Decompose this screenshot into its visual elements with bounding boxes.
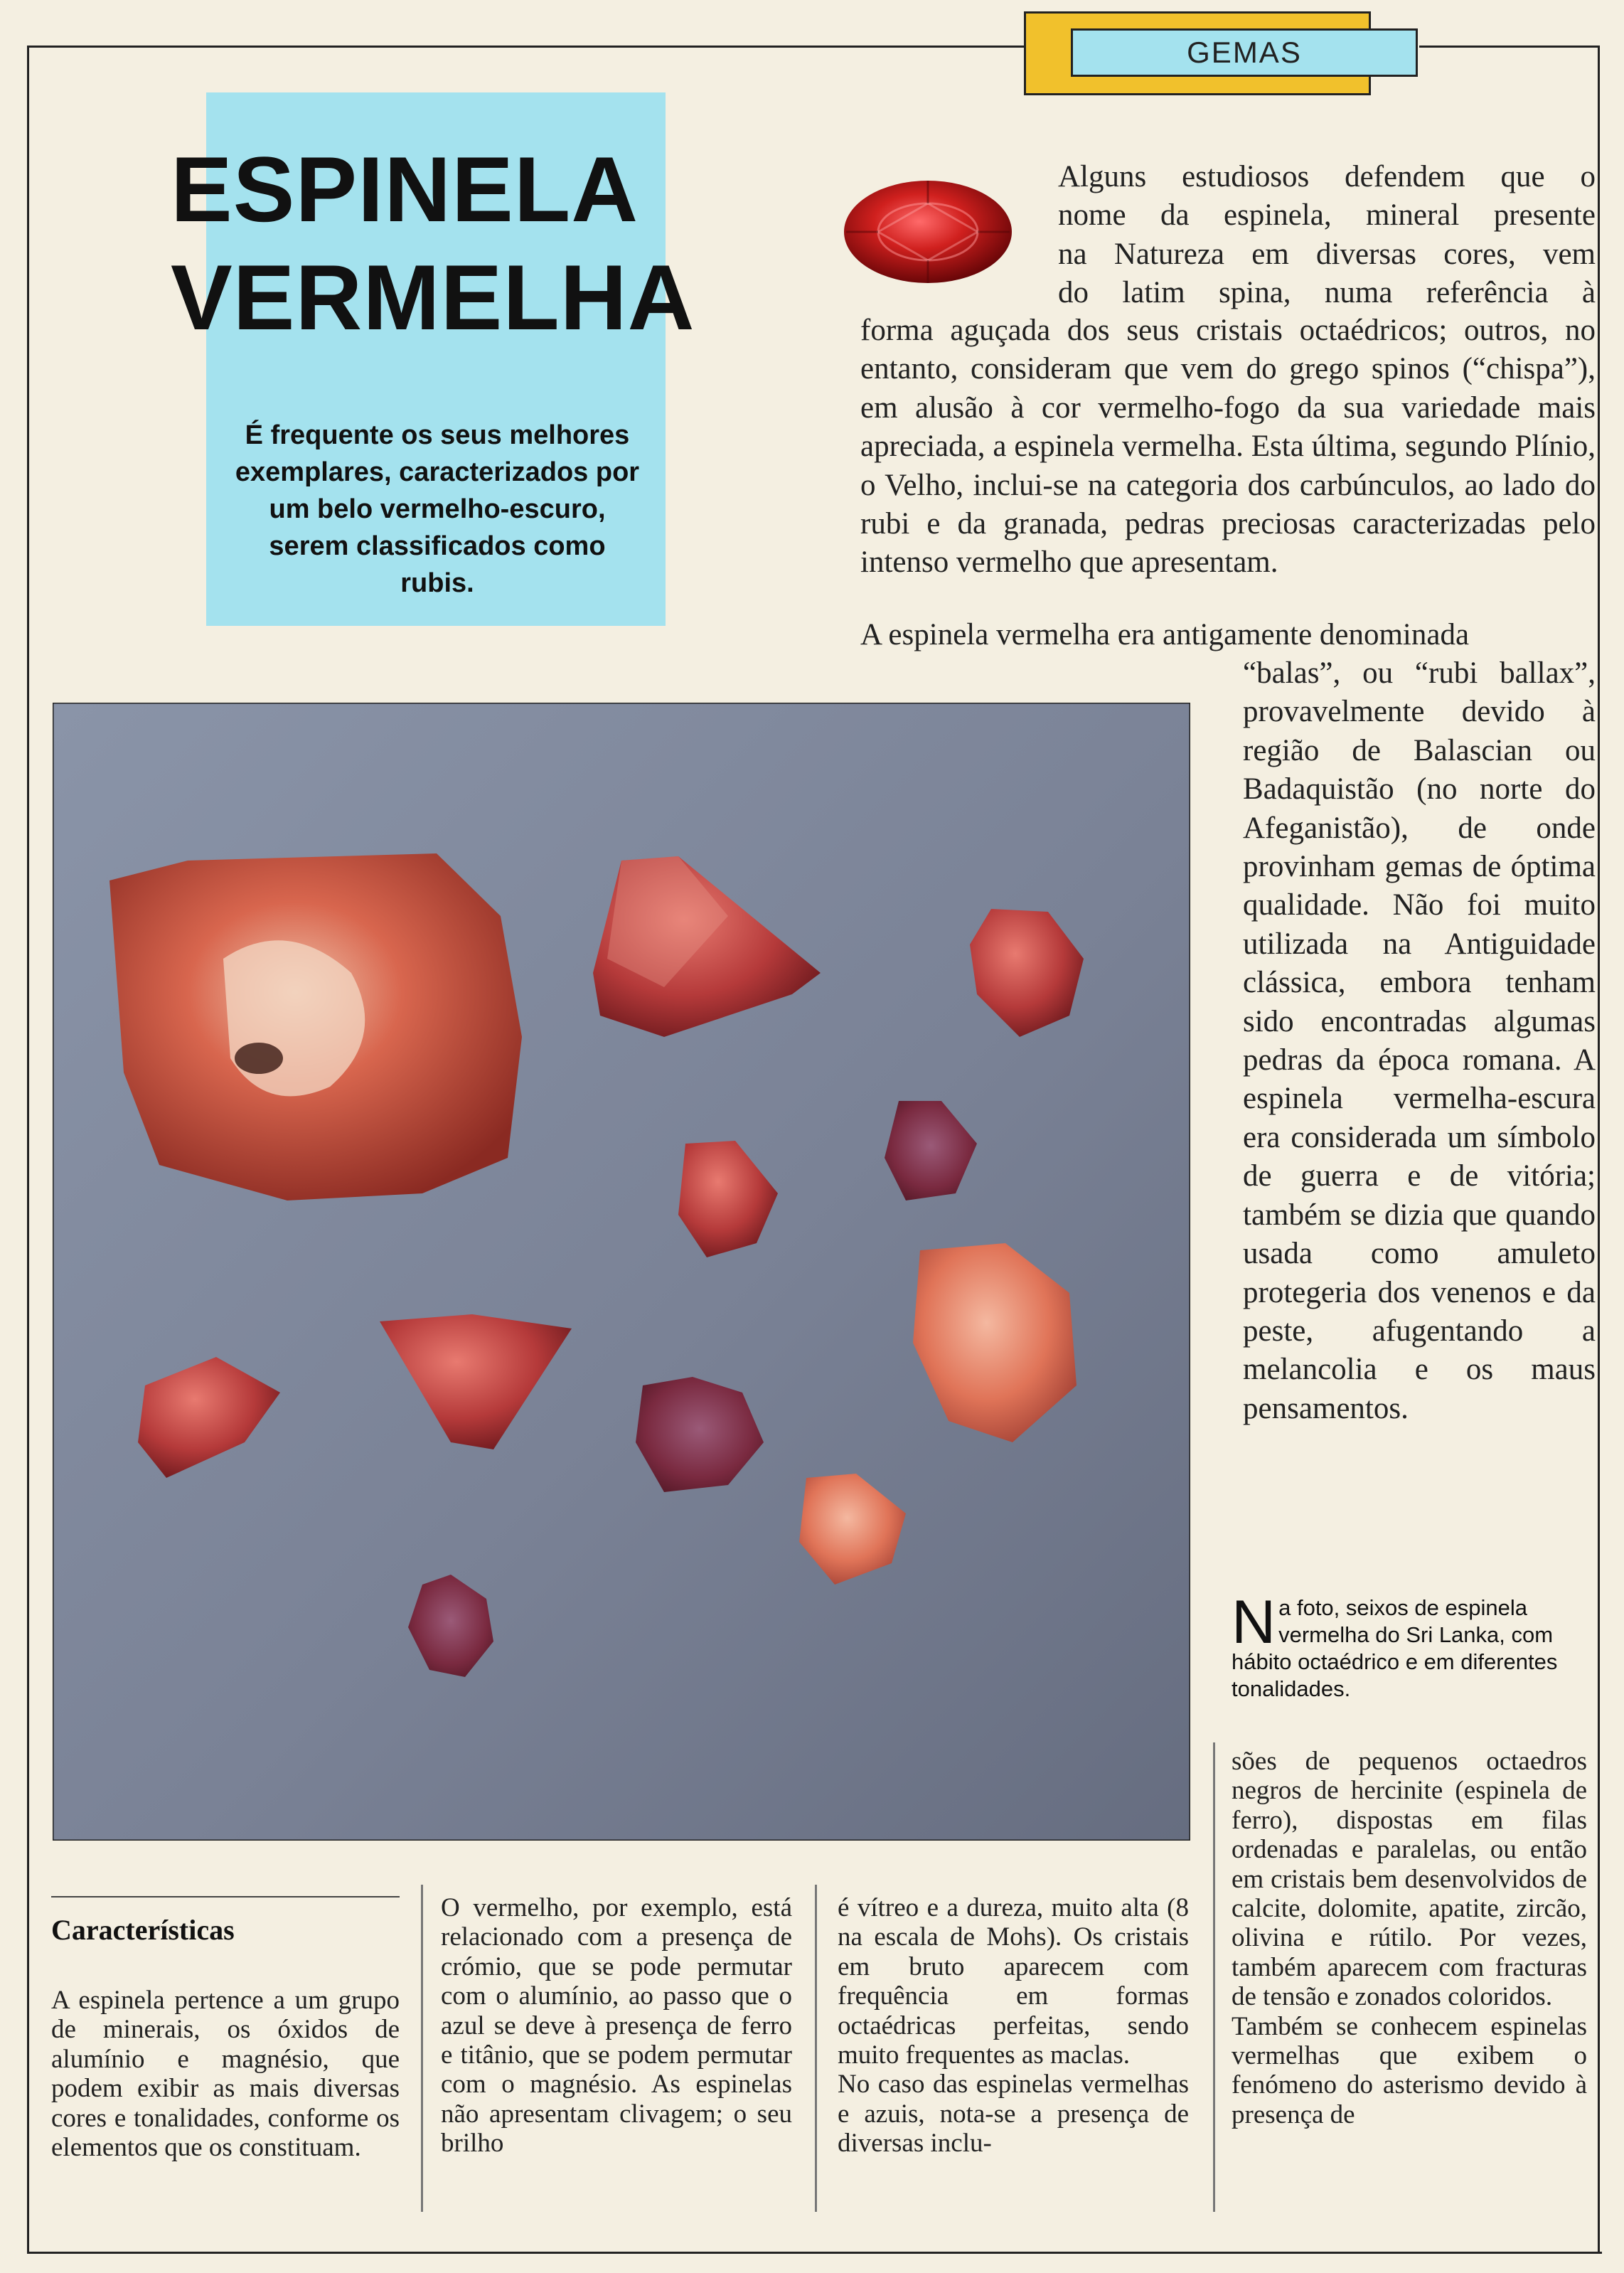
caption-text: a foto, seixos de espinela vermelha do Sri Lanka, com hábito octaédrico e em diferentes tonalidades. xyxy=(1232,1595,1558,1701)
column-divider xyxy=(1213,1742,1215,2212)
paragraph-2-text: “balas”, ou “rubi ballax”, provavelmente devido à região de Balascian ou Badaquistão (no norte do Afeganistão), de onde provinham gemas de óptima qualidade. Não foi muito utilizada na Antiguidade clássica, embora tenham sido encontradas algumas pedras da época romana. A espinela vermelha-escura era considerada um símbolo de guerra e de vitória; também se dizia que quando usada como amuleto protegeria dos venenos e da peste, afugentando a melancolia e os maus pensamentos. xyxy=(1243,656,1596,1425)
cut-red-spinel-gem-icon xyxy=(839,175,1017,289)
column-text: No caso das espinelas vermelhas e azuis, nota-se a presença de diversas inclu- xyxy=(838,2070,1189,2158)
characteristics-column-2 xyxy=(441,1893,792,2158)
characteristics-column-3 xyxy=(838,1893,1189,2158)
column-text: A espinela pertence a um grupo de minerais, os óxidos de alumínio e magnésio, que podem exibir as mais diversas cores e tonalidades, conforme os elementos que os constituam. xyxy=(51,1986,400,2163)
page-frame-right xyxy=(1598,46,1600,2252)
column-text: sões de pequenos octaedros negros de hercinite (espinela de ferro), dispostas em filas ordenadas e paralelas, ou então em cristais bem desenvolvidos de calcite, dolomite, apatite, zircão, olivina e rútilo. Por vezes, também aparecem com fracturas de tensão e zonados coloridos. xyxy=(1232,1747,1587,2012)
paragraph-2-first-line: A espinela vermelha era antigamente denominada xyxy=(860,618,1470,651)
column-text: Também se conhecem espinelas vermelhas que exibem o fenómeno do asterismo devido à presença de xyxy=(1232,2011,1587,2129)
characteristics-heading: Características xyxy=(51,1914,235,1946)
page-title xyxy=(171,135,739,351)
text-line: do latim spina, numa referência à xyxy=(1058,276,1596,310)
section-tag: GEMAS xyxy=(1071,28,1418,77)
title-line-2: VERMELHA xyxy=(171,245,695,349)
text-line: na Natureza em diversas cores, vem xyxy=(1058,237,1596,271)
title-line-1: ESPINELA xyxy=(171,137,639,241)
column-divider xyxy=(421,1885,423,2212)
photo-caption xyxy=(1232,1588,1587,1703)
paragraph-1-top xyxy=(1058,158,1596,313)
characteristics-column-1 xyxy=(51,1986,400,2162)
column-divider xyxy=(815,1885,817,2212)
paragraph-1-text: forma aguçada dos seus cristais octaédricos; outros, no entanto, consideram que vem do grego spinos (“chispa”), em alusão à cor vermelho-fogo da sua variedade mais apreciada, a espinela vermelha. Esta última, segundo Plínio, o Velho, inclui-se na categoria dos carbúnculos, ao lado do rubi e da granada, pedras preciosas caracterizadas pelo intenso vermelho que apresentam. xyxy=(860,314,1596,580)
text-line: Alguns estudiosos defendem que o xyxy=(1058,160,1596,193)
paragraph-2 xyxy=(1243,654,1596,1428)
paragraph-1 xyxy=(860,312,1596,582)
section-rule xyxy=(51,1896,400,1897)
spinel-crystals-photo xyxy=(53,703,1190,1841)
intro-text: É frequente os seus melhores exemplares, caracterizados por um belo vermelho-escuro, serem classificados como rubis. xyxy=(235,420,640,598)
text-line: nome da espinela, mineral presente xyxy=(1058,198,1596,233)
column-text: O vermelho, por exemplo, está relacionado com a presença de crómio, que se pode permutar com o alumínio, ao passo que o azul se deve à presença de ferro e titânio, que se podem permutar com o magnésio. As espinelas não apresentam clivagem; o seu brilho xyxy=(441,1893,792,2158)
column-text: é vítreo e a dureza, muito alta (8 na escala de Mohs). Os cristais em bruto aparecem com frequência em formas octaédricas perfeitas, sendo muito frequentes as maclas. xyxy=(838,1893,1189,2070)
characteristics-column-4 xyxy=(1232,1747,1587,2129)
caption-dropcap: N xyxy=(1232,1588,1276,1656)
